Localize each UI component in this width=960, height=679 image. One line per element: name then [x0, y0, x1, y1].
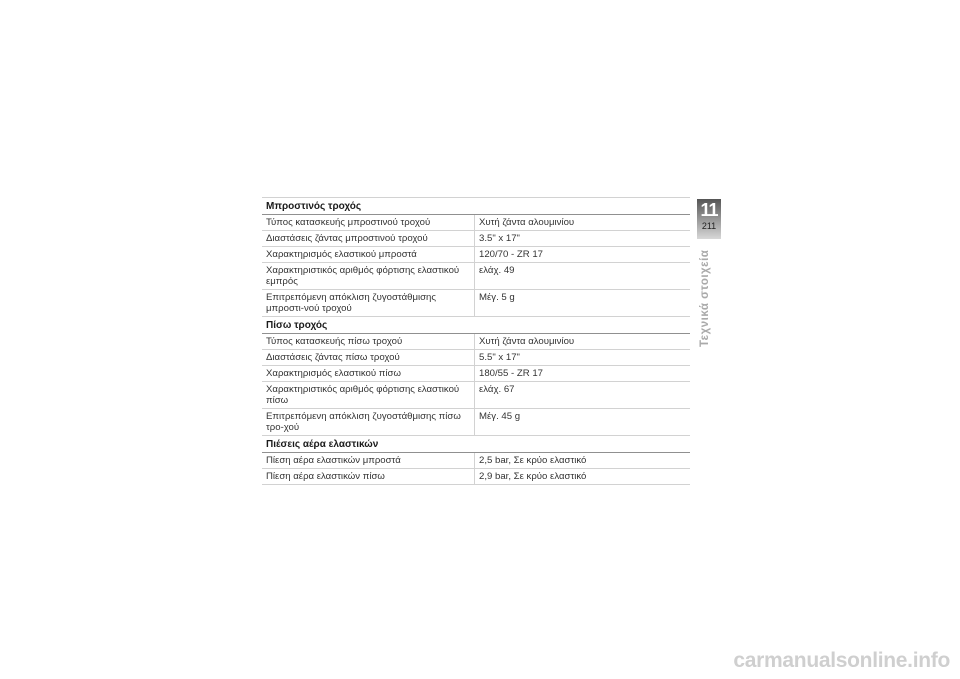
- row-value: Μέγ. 5 g: [475, 290, 691, 317]
- section-title: Πίσω τροχός: [262, 317, 690, 334]
- table-row: [262, 247, 690, 263]
- table-row: [262, 409, 690, 436]
- table-row: [262, 350, 690, 366]
- row-value: 2,5 bar, Σε κρύο ελαστικό: [475, 453, 691, 469]
- page-number: 211: [701, 221, 717, 231]
- section-header-tire-pressure: [262, 436, 690, 453]
- row-label: Τύπος κατασκευής πίσω τροχού: [262, 334, 475, 350]
- table-row: [262, 263, 690, 290]
- section-title: Μπροστινός τροχός: [262, 198, 690, 215]
- row-value: 2,9 bar, Σε κρύο ελαστικό: [475, 469, 691, 485]
- table-row: [262, 366, 690, 382]
- table-row: [262, 382, 690, 409]
- row-label: Επιτρεπόμενη απόκλιση ζυγοστάθμισης μπροστι-νού τροχού: [262, 290, 475, 317]
- chapter-side-title: Τεχνικά στοιχεία: [699, 249, 711, 347]
- row-value: 180/55 - ZR 17: [475, 366, 691, 382]
- table-row: [262, 469, 690, 485]
- table-row: [262, 290, 690, 317]
- table-row: [262, 215, 690, 231]
- row-value: Χυτή ζάντα αλουμινίου: [475, 334, 691, 350]
- row-label: Διαστάσεις ζάντας πίσω τροχού: [262, 350, 475, 366]
- section-header-front-wheel: [262, 198, 690, 215]
- row-label: Επιτρεπόμενη απόκλιση ζυγοστάθμισης πίσω τρο-χού: [262, 409, 475, 436]
- row-label: Πίεση αέρα ελαστικών πίσω: [262, 469, 475, 485]
- chapter-tab: [697, 199, 721, 239]
- spec-table: [262, 197, 690, 485]
- row-label: Διαστάσεις ζάντας μπροστινού τροχού: [262, 231, 475, 247]
- chapter-number: 11: [700, 200, 718, 220]
- row-value: ελάχ. 49: [475, 263, 691, 290]
- row-value: Χυτή ζάντα αλουμινίου: [475, 215, 691, 231]
- table-row: [262, 334, 690, 350]
- watermark: carmanualsonline.info: [733, 649, 950, 672]
- row-value: 120/70 - ZR 17: [475, 247, 691, 263]
- row-label: Τύπος κατασκευής μπροστινού τροχού: [262, 215, 475, 231]
- section-header-rear-wheel: [262, 317, 690, 334]
- row-value: ελάχ. 67: [475, 382, 691, 409]
- table-row: [262, 231, 690, 247]
- section-title: Πιέσεις αέρα ελαστικών: [262, 436, 690, 453]
- row-value: Μέγ. 45 g: [475, 409, 691, 436]
- row-label: Πίεση αέρα ελαστικών μπροστά: [262, 453, 475, 469]
- row-label: Χαρακτηρισμός ελαστικού μπροστά: [262, 247, 475, 263]
- table-row: [262, 453, 690, 469]
- row-value: 5.5" x 17": [475, 350, 691, 366]
- row-label: Χαρακτηρισμός ελαστικού πίσω: [262, 366, 475, 382]
- row-label: Χαρακτηριστικός αριθμός φόρτισης ελαστικού εμπρός: [262, 263, 475, 290]
- row-value: 3.5" x 17": [475, 231, 691, 247]
- row-label: Χαρακτηριστικός αριθμός φόρτισης ελαστικού πίσω: [262, 382, 475, 409]
